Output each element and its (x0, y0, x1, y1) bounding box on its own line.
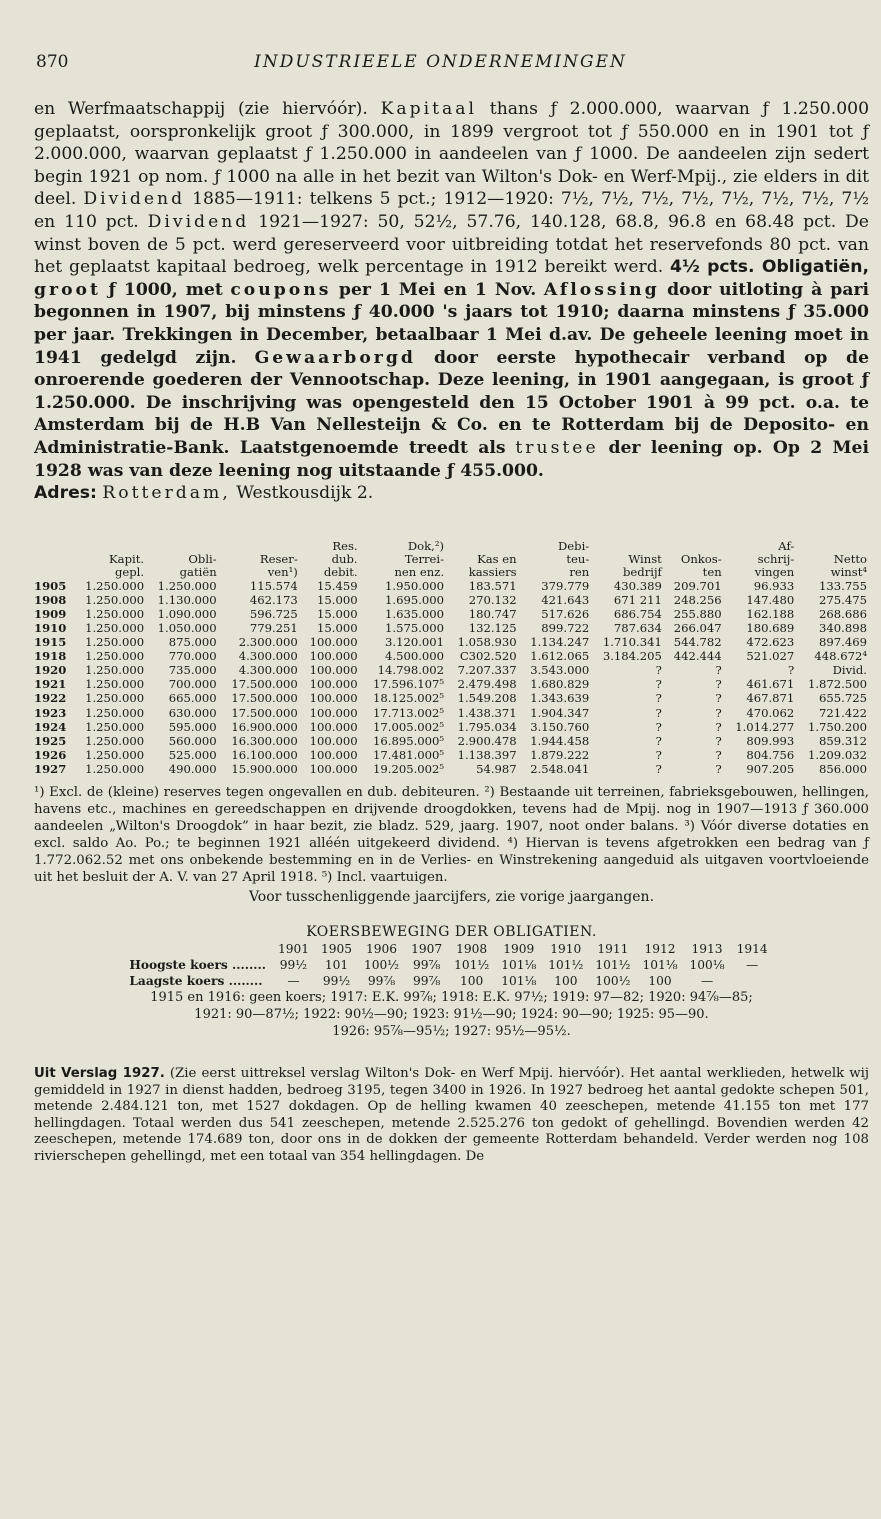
value-cell: 490.000 (168, 761, 217, 776)
value-cell: 1.014.277 (735, 719, 795, 734)
intro-text: door uitloting à pari begonnen in 1907, bij minstens ƒ 40.000 's jaars tot 1910; daarna minstens ƒ 35.000 per jaar. Trekkingen in December, betaalbaar 1 Mei d.av. De geheele leening moet in 1941 gedelgd zijn. (34, 279, 870, 368)
financial-header-cell: Onkos- ten (680, 551, 722, 579)
value-cell: 1.549.208 (457, 691, 517, 706)
value-cell: 665.000 (168, 691, 217, 706)
year-cell: 1922 (34, 691, 67, 706)
koers-high-value: 101½ (595, 958, 631, 972)
koers-year: 1914 (736, 942, 768, 956)
financial-header-cell: Obli- gatiën (179, 551, 217, 579)
koers-year: 1905 (320, 942, 353, 956)
value-cell: 147.480 (746, 592, 795, 607)
table-row (34, 607, 869, 621)
value-cell: 255.880 (673, 606, 722, 621)
value-cell: 3.150.760 (530, 719, 590, 734)
obligatien-heading: 4½ pcts. Obligatiën, (670, 257, 869, 278)
intro-text: 1885—1911: telkens 5 pct.; 1912—1920: 7½, 7½, 7½, 7½, 7½, 7½, 7½, 7½ en 110 pct. (34, 189, 870, 232)
page-body (34, 98, 869, 1166)
value-cell: 275.475 (819, 592, 867, 607)
value-cell: 248.256 (673, 592, 722, 607)
footnotes: ¹) Excl. de (kleine) reserves tegen ongevallen en dub. debiteuren. ²) Bestaande uit terreinen, fabrieksgebouwen, hellingen, havens etc., machines en gereedschappen en drijvende droogdokken, tevens had de Mpij. nog in 1907—1913 ƒ 360.000 aandeelen „Wilton's Droogdok” in haar bezit, zie bladz. 529, jaarg. 1907, noot onder balans. ³) Vóór diverse dotaties en excl. saldo Ao. Po.; te beginnen 1921 alléén uitgekeerd dividend. ⁴) Hiervan is tevens afgetrokken een bedrag van ƒ 1.772.062.52 met ons onbekende bestemming en in de Verlies- en Winstrekening aangeduid als uitgaven voortvloeiende uit het besluit der A. V. van 27 April 1918. ⁵) Incl. vaartuigen. (34, 785, 869, 885)
value-cell: ? (715, 733, 722, 748)
value-cell: 1.438.371 (457, 705, 517, 720)
koers-low-value: 99½ (322, 974, 351, 988)
value-cell: 16.895.000⁵ (373, 733, 445, 748)
value-cell: 1.250.000 (85, 691, 145, 706)
value-cell: 472.623 (746, 635, 795, 650)
adres-label: Adres: (34, 483, 97, 504)
financial-header-cell: Reser- ven¹) (259, 551, 298, 579)
value-cell: 875.000 (168, 635, 217, 650)
value-cell: 100.000 (309, 719, 358, 734)
value-cell: 1.250.000 (85, 606, 145, 621)
verslag-paragraph (34, 1066, 869, 1166)
value-cell: 448.672⁴ (814, 649, 867, 664)
value-cell: 15.000 (317, 620, 358, 635)
table-row (34, 649, 869, 663)
value-cell: ? (655, 705, 662, 720)
value-cell: 1.904.347 (530, 705, 590, 720)
value-cell: 1.575.000 (385, 620, 445, 635)
value-cell: 100.000 (309, 747, 358, 762)
value-cell: 15.900.000 (231, 761, 298, 776)
koers-year: 1909 (503, 942, 535, 956)
value-cell: 270.132 (468, 592, 517, 607)
value-cell: 54.987 (476, 761, 517, 776)
value-cell: 1.250.000 (85, 663, 145, 678)
koers-year: 1906 (366, 942, 398, 956)
koers-high-value: 101⅛ (642, 958, 678, 972)
table-row (34, 593, 869, 607)
value-cell: 268.686 (819, 606, 867, 621)
value-cell: 1.209.032 (807, 747, 867, 762)
koers-low-value: 100 (460, 974, 484, 988)
koers-title: KOERSBEWEGING DER OBLIGATIEN. (306, 924, 597, 940)
table-row (34, 677, 869, 691)
value-cell: 17.005.002⁵ (373, 719, 445, 734)
table-row (34, 691, 869, 705)
koers-year: 1912 (644, 942, 676, 956)
value-cell: 899.722 (541, 620, 590, 635)
value-cell: 521.027 (746, 649, 795, 664)
table-row (34, 621, 869, 635)
dividend-label: Dividend (147, 211, 250, 232)
koers-low-row (129, 973, 773, 989)
financial-header-cell: Netto winst⁴ (830, 551, 867, 579)
value-cell: 4.300.000 (238, 649, 298, 664)
value-cell: ? (715, 747, 722, 762)
value-cell: 209.701 (673, 578, 722, 593)
value-cell: 1.612.065 (530, 649, 590, 664)
value-cell: 1.250.000 (85, 733, 145, 748)
year-cell: 1927 (34, 761, 67, 776)
value-cell: ? (655, 719, 662, 734)
value-cell: 1.635.000 (385, 606, 445, 621)
value-cell: 1.710.341 (602, 635, 662, 650)
value-cell: ? (655, 733, 662, 748)
value-cell: 2.479.498 (457, 677, 517, 692)
value-cell: 735.000 (168, 663, 217, 678)
year-cell: 1920 (34, 663, 67, 678)
value-cell: 7.207.337 (457, 663, 517, 678)
value-cell: 700.000 (168, 677, 217, 692)
value-cell: 100.000 (309, 649, 358, 664)
value-cell: 3.184.205 (602, 649, 662, 664)
value-cell: 1.250.000 (85, 761, 145, 776)
koers-note-2: 1921: 90—87½; 1922: 90½—90; 1923: 91½—90; 1924: 90—90; 1925: 95—90. (194, 1007, 709, 1022)
value-cell: 3.543.000 (530, 663, 590, 678)
value-cell: 1.130.000 (157, 592, 217, 607)
value-cell: 1.250.000 (85, 620, 145, 635)
value-cell: 379.779 (541, 578, 590, 593)
koers-low-value: — (700, 974, 714, 988)
koers-year: 1911 (597, 942, 629, 956)
value-cell: 17.596.107⁵ (373, 677, 445, 692)
value-cell: 462.173 (249, 592, 298, 607)
value-cell: 1.250.000 (85, 719, 145, 734)
koers-high-value: 101⅛ (501, 958, 537, 972)
koers-table (129, 942, 773, 989)
intro-text: thans ƒ 2.000.000, waarvan ƒ 1.250.000 geplaatst, oorspronkelijk groot ƒ 300.000, in 1899 vergroot tot ƒ 550.000 en in 1901 tot ƒ 2.000.000, waarvan geplaatst ƒ 1.250.000 in aandeelen van ƒ 1000. De aandeelen zijn sedert begin 1921 op nom. ƒ 1000 na alle in het bezit van Wilton's Dok- en Werf-Mpij., zie elders in dit deel. (34, 99, 870, 210)
value-cell: 897.469 (819, 635, 867, 650)
koers-corner (129, 942, 272, 957)
value-cell: 779.251 (249, 620, 298, 635)
value-cell: 15.459 (317, 578, 358, 593)
value-cell: 470.062 (746, 705, 795, 720)
groot-label: groot (34, 279, 101, 300)
value-cell: 856.000 (819, 761, 867, 776)
value-cell: 15.000 (317, 592, 358, 607)
koers-year: 1913 (691, 942, 723, 956)
koers-low-value: 100 (648, 974, 672, 988)
value-cell: ? (655, 761, 662, 776)
value-cell: 907.205 (746, 761, 795, 776)
value-cell: ? (788, 663, 795, 678)
table-row (34, 734, 869, 748)
table-row (34, 762, 869, 776)
value-cell: 133.755 (819, 578, 867, 593)
value-cell: 1.250.000 (157, 578, 217, 593)
table-row (34, 706, 869, 720)
financial-table-header (34, 527, 869, 579)
financial-header-cell: Debi- teu- ren (558, 538, 590, 579)
koers-year: 1908 (456, 942, 488, 956)
year-cell: 1925 (34, 733, 67, 748)
value-cell: 1.680.829 (530, 677, 590, 692)
value-cell: 787.634 (613, 620, 662, 635)
verslag-label: Uit Verslag 1927. (34, 1066, 165, 1081)
koers-low-value: 100½ (595, 974, 631, 988)
value-cell: 17.500.000 (231, 691, 298, 706)
value-cell: 100.000 (309, 663, 358, 678)
value-cell: 721.422 (819, 705, 867, 720)
value-cell: 17.500.000 (231, 705, 298, 720)
trustee-label: trustee (515, 437, 599, 458)
koers-low-value: 101⅛ (501, 974, 537, 988)
value-cell: 1.058.930 (457, 635, 517, 650)
value-cell: 100.000 (309, 691, 358, 706)
koers-year: 1910 (550, 942, 582, 956)
value-cell: 2.300.000 (238, 635, 298, 650)
value-cell: ? (715, 663, 722, 678)
value-cell: 3.120.001 (385, 635, 445, 650)
value-cell: 17.500.000 (231, 677, 298, 692)
kapitaal-label: Kapitaal (380, 99, 478, 119)
dividend-label: Dividend (83, 189, 186, 210)
financial-header-cell: Af- schrij- vingen (754, 538, 795, 579)
intro-text: ƒ 1000, met (108, 279, 223, 300)
financial-table-body (34, 579, 869, 776)
value-cell: 2.900.478 (457, 733, 517, 748)
value-cell: ? (655, 747, 662, 762)
koers-high-value: 100½ (364, 958, 400, 972)
value-cell: 517.626 (541, 606, 590, 621)
koers-high-value: 99⅞ (412, 958, 441, 972)
year-cell: 1909 (34, 606, 67, 621)
financial-header-cell: Kas en kassiers (468, 551, 517, 579)
koers-high-label: Hoogste koers ........ (129, 958, 266, 972)
value-cell: 1.090.000 (157, 606, 217, 621)
value-cell: 596.725 (249, 606, 298, 621)
value-cell: 2.548.041 (530, 761, 590, 776)
koers-low-value: 99⅞ (412, 974, 441, 988)
page-header (36, 52, 845, 76)
year-cell: 1924 (34, 719, 67, 734)
financial-header-cell: Res. dub. debit. (323, 538, 358, 579)
table-row (34, 720, 869, 734)
value-cell: 115.574 (249, 578, 298, 593)
year-cell: 1921 (34, 677, 67, 692)
intro-paragraph (34, 98, 869, 505)
value-cell: ? (715, 719, 722, 734)
financial-header-cell (34, 527, 73, 579)
value-cell: ? (715, 677, 722, 692)
value-cell: ? (715, 691, 722, 706)
value-cell: Divid. (832, 663, 867, 678)
value-cell: 1.950.000 (385, 578, 445, 593)
koers-high-value: 101½ (454, 958, 490, 972)
value-cell: ? (655, 677, 662, 692)
value-cell: 630.000 (168, 705, 217, 720)
value-cell: 17.713.002⁵ (373, 705, 445, 720)
value-cell: 180.747 (468, 606, 517, 621)
koers-year-row (129, 942, 773, 957)
value-cell: 15.000 (317, 606, 358, 621)
value-cell: 1.050.000 (157, 620, 217, 635)
value-cell: 560.000 (168, 733, 217, 748)
koers-low-label: Laagste koers ........ (129, 974, 263, 988)
value-cell: 770.000 (168, 649, 217, 664)
table-row (34, 579, 869, 593)
koers-high-value: 100⅛ (689, 958, 725, 972)
financial-header-row (34, 527, 869, 579)
financial-header-cell: Dok,²) Terrei- nen enz. (394, 538, 445, 579)
value-cell: 180.689 (746, 620, 795, 635)
value-cell: 1.879.222 (530, 747, 590, 762)
value-cell: 96.933 (753, 578, 795, 593)
table-row (34, 748, 869, 762)
year-cell: 1910 (34, 620, 67, 635)
coupons-label: coupons (230, 279, 332, 300)
value-cell: 183.571 (468, 578, 517, 593)
value-cell: 525.000 (168, 747, 217, 762)
value-cell: 809.993 (746, 733, 795, 748)
value-cell: 421.643 (541, 592, 590, 607)
value-cell: 18.125.002⁵ (373, 691, 445, 706)
year-cell: 1905 (34, 578, 67, 593)
table-row (34, 635, 869, 649)
value-cell: 1.250.000 (85, 578, 145, 593)
verslag-text: (Zie eerst uittreksel verslag Wilton's Dok- en Werf Mpij. hiervóór). Het aantal werklieden, hetwelk wij gemiddeld in 1927 in dienst hadden, bedroeg 3195, tegen 3400 in 1926. In 1927 bedroeg het aantal gedokte schepen 501, metende 2.484.121 ton, met 1527 dokdagen. Op de helling kwamen 40 zeeschepen, metende 41.155 ton met 177 hellingdagen. Totaal werden dus 541 zeeschepen, metende 2.525.276 ton gedokt of gehellingd. Bovendien werden 42 zeeschepen, metende 174.689 ton, door ons in de dokken der gemeente Rotterdam behandeld. Verder werden nog 108 rivierschepen gehellingd, met een totaal van 354 hellingdagen. De (34, 1066, 870, 1164)
value-cell: 859.312 (819, 733, 867, 748)
value-cell: 132.125 (468, 620, 517, 635)
value-cell: 100.000 (309, 733, 358, 748)
gewaarborgd-label: Gewaarborgd (254, 347, 416, 368)
value-cell: 467.871 (746, 691, 795, 706)
value-cell: 1.795.034 (457, 719, 517, 734)
value-cell: 1.250.000 (85, 635, 145, 650)
value-cell: 461.671 (746, 677, 795, 692)
value-cell: 340.898 (819, 620, 867, 635)
value-cell: 1.250.000 (85, 747, 145, 762)
value-cell: 595.000 (168, 719, 217, 734)
value-cell: 804.756 (746, 747, 795, 762)
value-cell: 16.100.000 (231, 747, 298, 762)
koers-low-value (731, 973, 774, 989)
koers-high-value: 99½ (279, 958, 308, 972)
intro-text: der leening op. Op 2 Mei 1928 was van deze leening nog uitstaande ƒ 455.000. (34, 437, 870, 481)
value-cell: 671 211 (613, 592, 662, 607)
value-cell: 1.695.000 (385, 592, 445, 607)
intro-text: door eerste hypothecair verband op de onroerende goederen der Vennootschap. Deze leening, in 1901 aangegaan, is groot ƒ 1.250.000. De inschrijving was opengesteld den 15 October 1901 à 99 pct. o.a. te Amsterdam bij de H.B Van Nellesteijn & Co. en te Rotterdam bij de Deposito- en Administratie-Bank. Laatstgenoemde treedt als (34, 347, 869, 458)
value-cell: 14.798.002 (377, 663, 445, 678)
koers-high-value: 101½ (548, 958, 584, 972)
value-cell: 1.138.397 (457, 747, 517, 762)
financial-header-cell: Winst bedrijf (622, 551, 662, 579)
year-cell: 1923 (34, 705, 67, 720)
value-cell: ? (655, 663, 662, 678)
intro-text: per 1 Mei en 1 Nov. (338, 279, 537, 300)
financial-table (34, 527, 869, 776)
value-cell: 266.047 (673, 620, 722, 635)
koers-high-value: — (746, 958, 759, 972)
value-cell: 1.872.500 (807, 677, 867, 692)
running-title: INDUSTRIEELE ONDERNEMINGEN (254, 52, 627, 72)
year-cell: 1926 (34, 747, 67, 762)
value-cell: 686.754 (613, 606, 662, 621)
value-cell: ? (715, 705, 722, 720)
year-cell: 1915 (34, 635, 67, 650)
value-cell: 1.250.000 (85, 592, 145, 607)
koers-note-3: 1926: 95⅞—95½; 1927: 95½—95½. (332, 1024, 571, 1039)
koers-low-value: 100 (554, 974, 578, 988)
value-cell: 442.444 (673, 649, 722, 664)
table-row (34, 663, 869, 677)
adres-street: Westkousdijk 2. (236, 483, 374, 504)
koers-year: 1901 (277, 942, 309, 956)
value-cell: 17.481.000⁵ (373, 747, 445, 762)
aflossing-label: Aflossing (543, 279, 660, 300)
koers-high-row (129, 957, 773, 973)
value-cell: 19.205.002⁵ (373, 761, 445, 776)
koers-note-1: 1915 en 1916: geen koers; 1917: E.K. 99⅞; 1918: E.K. 97½; 1919: 97—82; 1920: 94⅞—85; (150, 990, 753, 1005)
koers-low-value: — (287, 974, 300, 988)
value-cell: 100.000 (309, 635, 358, 650)
koers-low-value: 99⅞ (367, 974, 396, 988)
value-cell: 100.000 (309, 761, 358, 776)
page-number: 870 (36, 52, 69, 72)
prior-years-note: Voor tusschenliggende jaarcijfers, zie vorige jaargangen. (248, 889, 655, 905)
year-cell: 1908 (34, 592, 67, 607)
value-cell: 16.900.000 (231, 719, 298, 734)
value-cell: 1.750.200 (807, 719, 867, 734)
value-cell: 4.300.000 (238, 663, 298, 678)
koers-year: 1907 (411, 942, 443, 956)
value-cell: 100.000 (309, 677, 358, 692)
value-cell: 100.000 (309, 705, 358, 720)
financial-header-cell: Kapit. gepl. (109, 551, 145, 579)
value-cell: 16.300.000 (231, 733, 298, 748)
value-cell: 1.343.639 (530, 691, 590, 706)
value-cell: 162.188 (746, 606, 795, 621)
value-cell: 1.250.000 (85, 677, 145, 692)
koers-high-value: 101 (324, 958, 349, 972)
value-cell: C302.520 (459, 649, 517, 664)
intro-text: en Werfmaatschappij (zie hiervóór). (34, 99, 368, 119)
value-cell: 1.134.247 (530, 635, 590, 650)
value-cell: 1.250.000 (85, 705, 145, 720)
value-cell: ? (715, 761, 722, 776)
intro-text: 1921—1927: 50, 52½, 57.76, 140.128, 68.8, 96.8 en 68.48 pct. De winst boven de 5 pct. werd gereserveerd voor uitbreiding totdat het reservefonds 80 pct. van het geplaatst kapitaal bedroeg, welk percentage in 1912 bereikt werd. (34, 211, 869, 278)
value-cell: ? (655, 691, 662, 706)
adres-city: Rotterdam, (102, 483, 231, 504)
value-cell: 655.725 (819, 691, 867, 706)
value-cell: 544.782 (673, 635, 722, 650)
value-cell: 430.389 (613, 578, 662, 593)
value-cell: 4.500.000 (385, 649, 445, 664)
value-cell: 1.944.458 (530, 733, 590, 748)
value-cell: 1.250.000 (85, 649, 145, 664)
year-cell: 1918 (34, 649, 67, 664)
